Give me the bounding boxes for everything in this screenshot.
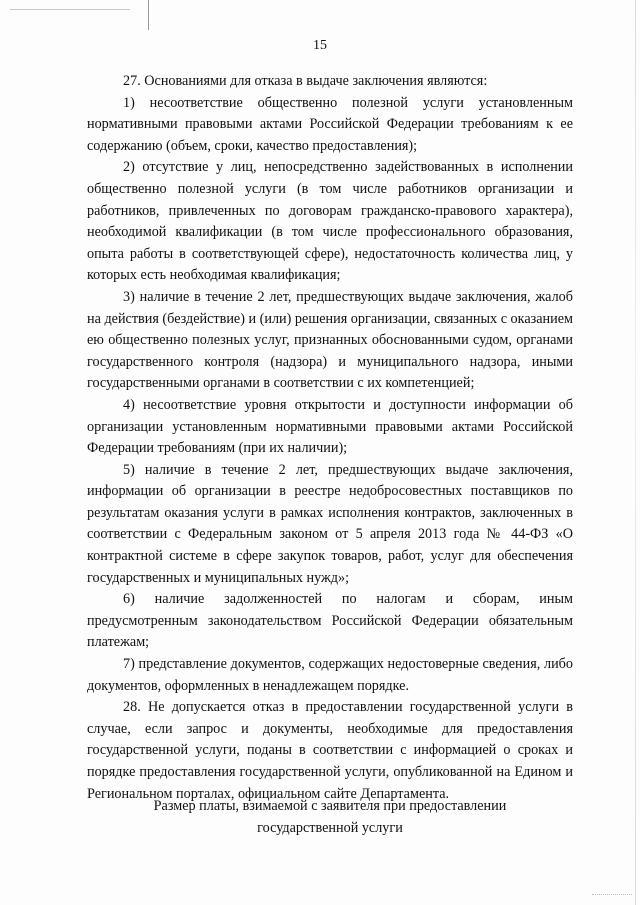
body-text [87, 71, 573, 805]
scan-artifact-edge [635, 0, 636, 905]
paragraph-item-2: 2) отсутствие у лиц, непосредственно задействованных в исполнении общественно полезной услуги (в том числе работников организации и работников, привлеченных по договорам гражданско-правового характера), необходимой квалификации (в том числе профессионального образования, опыта работы в соответствующей сфере), недостаточность количества лиц, у которых есть необходимая квалификация; [87, 159, 573, 284]
paragraph-item-3: 3) наличие в течение 2 лет, предшествующих выдаче заключения, жалоб на действия (бездействие) и (или) решения организации, связанных с оказанием ею общественно полезных услуг, признанных обоснованными судом, органами государственного контроля (надзора) и муниципального надзора, иными государственными органами в соответствии с их компетенцией; [87, 288, 573, 392]
paragraph-item-6: 6) наличие задолженностей по налогам и сборам, иным предусмотренным законодательством Российской Федерации обязательным платежам; [87, 591, 573, 651]
scan-artifact-line [148, 0, 149, 30]
paragraph-item-4: 4) несоответствие уровня открытости и доступности информации об организации установленным нормативными правовыми актами Российской Федерации требованиям (при их наличии); [87, 396, 573, 457]
paragraph-28: 28. Не допускается отказ в предоставлении государственной услуги в случае, если запрос и документы, необходимые для предоставления государственной услуги, поданы в соответствии с информацией о сроках и порядке предоставления государственной услуги, опубликованной на Едином и Региональном порталах, официальном сайте Департамента. [87, 699, 573, 802]
paragraph-27-intro: 27. Основаниями для отказа в выдаче заключения являются: [123, 73, 488, 89]
page-number: 15 [313, 38, 327, 53]
paragraph-item-1: 1) несоответствие общественно полезной услуги установленным нормативными правовыми актами Российской Федерации требованиям к ее содержанию (объем, сроки, качество предоставления); [87, 94, 573, 154]
scan-artifact-line [10, 9, 130, 10]
paragraph-item-7: 7) представление документов, содержащих недостоверные сведения, либо документов, оформленных в ненадлежащем порядке. [87, 656, 573, 694]
section-heading-line-2: государственной услуги [257, 819, 403, 836]
paragraph-item-5: 5) наличие в течение 2 лет, предшествующих выдаче заключения, информации об организации в реестре недобросовестных поставщиков по результатам оказания услуги в рамках исполнения контрактов, заключенных в соответствии с Федеральным законом от 5 апреля 2013 года № 44-ФЗ «О контрактной системе в сфере закупок товаров, работ, услуг для обеспечения государственных и муниципальных нужд»; [87, 461, 573, 586]
section-heading [87, 796, 573, 839]
section-heading-line-1: Размер платы, взимаемой с заявителя при предоставлении [153, 798, 507, 814]
scan-artifact-dots [592, 888, 632, 895]
